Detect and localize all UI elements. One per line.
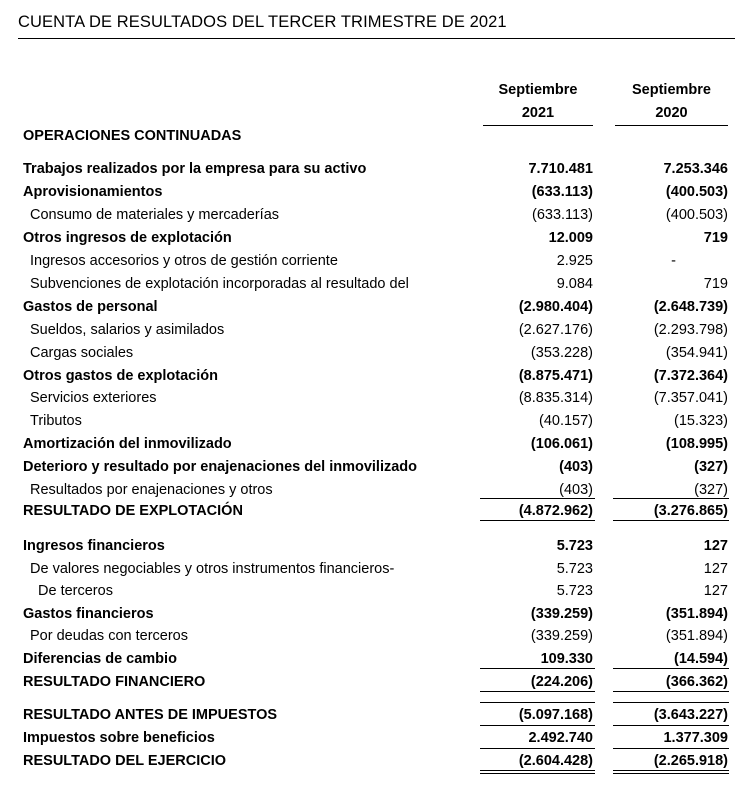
row-label: De valores negociables y otros instrumentos financieros-: [30, 561, 395, 577]
value-2021: (403): [559, 482, 593, 498]
row-label: RESULTADO ANTES DE IMPUESTOS: [23, 707, 278, 723]
row-label: Servicios exteriores: [30, 390, 157, 406]
row-label: Impuestos sobre beneficios: [23, 730, 215, 746]
value-2021: 5.723: [556, 538, 593, 554]
value-2021: 12.009: [548, 230, 593, 246]
value-2021: (339.259): [530, 628, 593, 644]
double-total-rule: [613, 773, 729, 774]
table-row: [0, 456, 751, 478]
column-header-year: 2021: [521, 105, 555, 121]
value-2021: (106.061): [530, 436, 593, 452]
table-row: [0, 342, 751, 364]
table-row: [0, 671, 751, 693]
value-2020: 719: [703, 230, 728, 246]
row-label: Tributos: [30, 413, 82, 429]
row-label: Por deudas con terceros: [30, 628, 188, 644]
subtotal-rule: [480, 702, 595, 703]
table-row: [0, 273, 751, 295]
subtotal-rule: [613, 748, 729, 749]
page-title: CUENTA DE RESULTADOS DEL TERCER TRIMESTRE DE 2021: [18, 13, 735, 39]
total-rule: [480, 520, 595, 521]
row-label: Cargas sociales: [30, 345, 134, 361]
subtotal-rule: [480, 668, 595, 669]
row-label: Consumo de materiales y mercaderías: [30, 207, 280, 223]
table-row: [0, 603, 751, 625]
table-row: [0, 410, 751, 432]
row-label: Aprovisionamientos: [23, 184, 163, 200]
total-rule: [480, 770, 595, 771]
column-header-month: Septiembre: [632, 82, 711, 98]
row-label: Otros ingresos de explotación: [23, 230, 232, 246]
table-row: [0, 296, 751, 318]
row-label: Gastos financieros: [23, 606, 154, 622]
value-2021: (2.627.176): [518, 322, 593, 338]
column-header-year: 2020: [655, 105, 688, 121]
value-2021: (2.604.428): [518, 753, 593, 769]
table-row: [0, 387, 751, 409]
row-label: RESULTADO DE EXPLOTACIÓN: [23, 503, 243, 519]
value-2021: 5.723: [556, 561, 593, 577]
table-row: [0, 750, 751, 772]
table-row: [0, 250, 751, 272]
value-2021: 7.710.481: [528, 161, 593, 177]
value-2020: (351.894): [665, 606, 728, 622]
table-row: [0, 558, 751, 580]
row-label: RESULTADO DEL EJERCICIO: [23, 753, 227, 769]
value-2021: (8.835.314): [518, 390, 593, 406]
value-2021: (5.097.168): [518, 707, 593, 723]
subtotal-rule: [613, 668, 729, 669]
row-label: Subvenciones de explotación incorporadas al resultado del: [30, 276, 409, 292]
total-rule: [613, 520, 729, 521]
table-row: [0, 158, 751, 180]
value-2020: (7.357.041): [653, 390, 728, 406]
section-heading: OPERACIONES CONTINUADAS: [23, 128, 242, 144]
value-2021: (339.259): [530, 606, 593, 622]
value-2020: 1.377.309: [663, 730, 728, 746]
total-rule: [480, 691, 595, 692]
subtotal-rule: [480, 498, 595, 499]
value-2021: (353.228): [530, 345, 593, 361]
value-2021: (633.113): [532, 207, 593, 223]
value-2021: 9.084: [556, 276, 593, 292]
row-label: Resultados por enajenaciones y otros: [30, 482, 273, 498]
row-label: Diferencias de cambio: [23, 651, 177, 667]
subtotal-rule: [613, 498, 729, 499]
value-2020: (327): [694, 482, 728, 498]
total-rule: [613, 691, 729, 692]
value-2020: (400.503): [665, 207, 728, 223]
row-label: Deterioro y resultado por enajenaciones del inmovilizado: [23, 459, 418, 475]
value-2021: 2.925: [556, 253, 593, 269]
value-2020: (2.293.798): [653, 322, 728, 338]
value-2020: (3.643.227): [653, 707, 728, 723]
value-2020: 127: [703, 583, 728, 599]
row-label: Trabajos realizados por la empresa para su activo: [23, 161, 367, 177]
value-2020: (7.372.364): [653, 368, 728, 384]
row-label: Amortización del inmovilizado: [23, 436, 232, 452]
value-2020: 127: [703, 538, 728, 554]
value-2020: (400.503): [665, 184, 728, 200]
value-2020: (351.894): [665, 628, 728, 644]
table-row: [0, 580, 751, 602]
value-2021: 2.492.740: [528, 730, 593, 746]
value-2020: (108.995): [665, 436, 728, 452]
value-2021: (2.980.404): [518, 299, 593, 315]
row-label: De terceros: [38, 583, 113, 599]
value-2020: (366.362): [665, 674, 728, 690]
row-label: Gastos de personal: [23, 299, 158, 315]
table-row: [0, 648, 751, 670]
value-2020: (3.276.865): [653, 503, 728, 519]
table-row: [0, 227, 751, 249]
value-2021: (40.157): [538, 413, 593, 429]
table-row: [0, 204, 751, 226]
value-2020: (14.594): [673, 651, 728, 667]
value-2020: (15.323): [673, 413, 728, 429]
subtotal-rule: [613, 702, 729, 703]
double-total-rule: [480, 773, 595, 774]
value-2021: 5.723: [556, 583, 593, 599]
row-label: Ingresos financieros: [23, 538, 165, 554]
table-row: [0, 535, 751, 557]
table-row: [0, 319, 751, 341]
total-rule: [613, 770, 729, 771]
value-2020: 719: [703, 276, 728, 292]
value-2020: -: [671, 253, 676, 269]
value-2021: (403): [559, 459, 593, 475]
table-row: [0, 181, 751, 203]
subtotal-rule: [480, 725, 595, 726]
value-2021: 109.330: [540, 651, 593, 667]
table-row: [0, 704, 751, 726]
subtotal-rule: [613, 725, 729, 726]
table-row: [0, 727, 751, 749]
column-header-month: Septiembre: [498, 82, 578, 98]
value-2020: (2.265.918): [653, 753, 728, 769]
value-2021: (224.206): [530, 674, 593, 690]
value-2020: (2.648.739): [653, 299, 728, 315]
value-2020: (354.941): [665, 345, 728, 361]
row-label: Sueldos, salarios y asimilados: [30, 322, 225, 338]
table-row: [0, 433, 751, 455]
value-2020: 127: [703, 561, 728, 577]
row-label: Ingresos accesorios y otros de gestión corriente: [30, 253, 338, 269]
row-label: RESULTADO FINANCIERO: [23, 674, 206, 690]
row-label: Otros gastos de explotación: [23, 368, 218, 384]
subtotal-rule: [480, 748, 595, 749]
value-2020: (327): [694, 459, 728, 475]
table-row: [0, 365, 751, 387]
value-2021: (4.872.962): [518, 503, 593, 519]
table-row: [0, 500, 751, 522]
value-2021: (633.113): [531, 184, 593, 200]
value-2020: 7.253.346: [663, 161, 728, 177]
table-row: [0, 625, 751, 647]
value-2021: (8.875.471): [518, 368, 593, 384]
